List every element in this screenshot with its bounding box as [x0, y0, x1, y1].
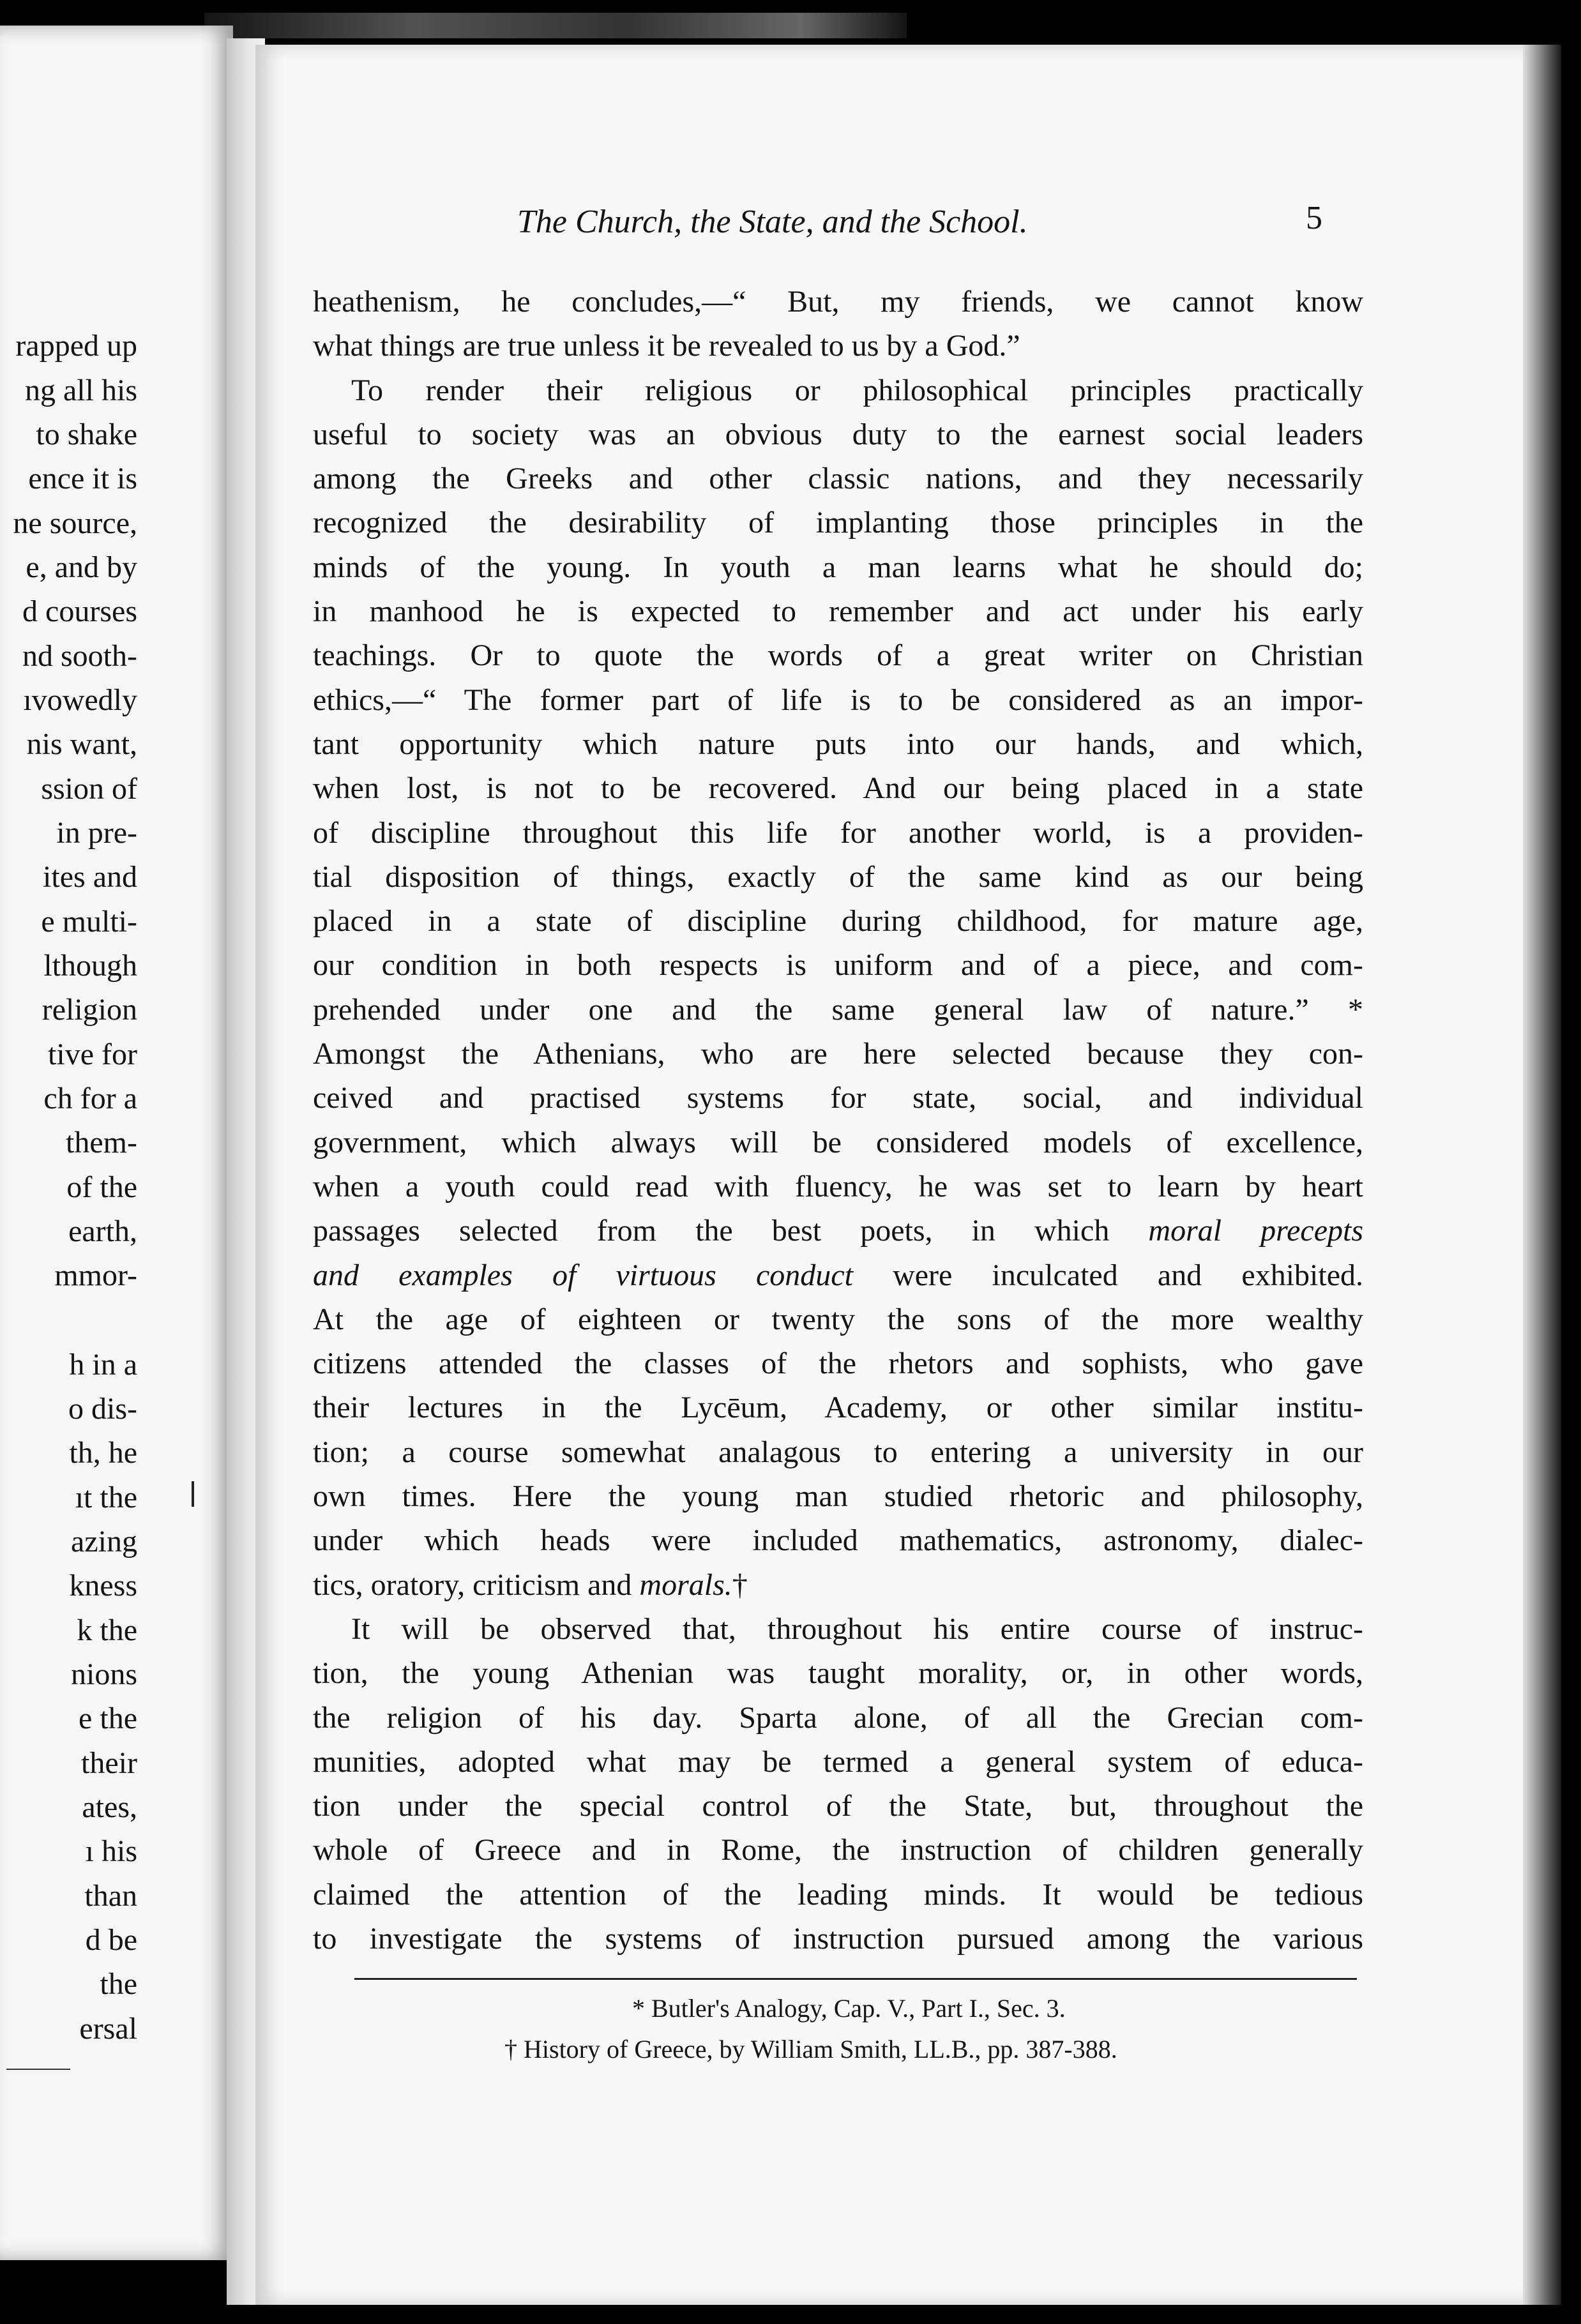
text-line [313, 1209, 1363, 1253]
left-fragment-line: ence it is [28, 462, 137, 495]
footnote-ref: † [732, 1567, 748, 1602]
left-fragment-line: nions [70, 1657, 137, 1691]
text-line: own times. Here the young man studied rhetoric and philosophy, [313, 1479, 1363, 1514]
left-fragment-line: d courses [22, 594, 137, 628]
text-line: teachings. Or to quote the words of a great writer on Christian [313, 638, 1363, 673]
running-head: The Church, the State, and the School. [517, 204, 1028, 240]
text-run: were inculcated and exhibited. [893, 1258, 1363, 1292]
text-run: passages selected from the best poets, in which [313, 1214, 1110, 1248]
left-fragment-line: ng all his [25, 374, 137, 407]
left-fragment-line: ıvowedly [23, 683, 137, 717]
text-line: minds of the young. In youth a man learns what he should do; [313, 550, 1363, 584]
left-fragment-line: ı his [85, 1834, 137, 1868]
text-line: munities, adopted what may be termed a general system of educa- [313, 1744, 1363, 1779]
left-fragment-line: e, and by [26, 550, 137, 584]
text-line: claimed the attention of the leading minds. It would be tedious [313, 1877, 1363, 1912]
text-line: of discipline throughout this life for another world, is a providen- [313, 815, 1363, 850]
text-line: citizens attended the classes of the rhetors and sophists, who gave [313, 1347, 1363, 1381]
left-fragment-line: nis want, [26, 727, 137, 761]
text-line: our condition in both respects is uniform and of a piece, and com- [313, 948, 1363, 983]
paragraph-first-line: To render their religious or philosophical principles practically [351, 373, 1363, 407]
left-fragment-line: their [81, 1746, 137, 1780]
text-line: their lectures in the Lycēum, Academy, or other similar institu- [313, 1391, 1363, 1425]
left-fragment-line: ıt the [75, 1481, 137, 1514]
italic-run: moral precepts [1148, 1214, 1364, 1248]
text-line: tion; a course somewhat analagous to entering a university in our [313, 1435, 1363, 1469]
text-line: in manhood he is expected to remember and act under his early [313, 594, 1363, 629]
text-line [313, 1253, 1363, 1297]
text-line [313, 1563, 1363, 1607]
scan-edge-top [204, 13, 907, 38]
left-fragment-line: lthough [43, 949, 137, 983]
text-line: government, which always will be considered models of excellence, [313, 1125, 1363, 1159]
text-line: tion under the special control of the State, but, throughout the [313, 1789, 1363, 1823]
text-line: recognized the desirability of implanting those principles in the [313, 506, 1363, 540]
text-line: ceived and practised systems for state, social, and individual [313, 1081, 1363, 1115]
left-fragment-line: ssion of [41, 772, 137, 806]
left-fragment-line: ates, [82, 1790, 137, 1824]
text-line: when lost, is not to be recovered. And our being placed in a state [313, 771, 1363, 806]
text-line: prehended under one and the same general law of nature.” * [313, 992, 1363, 1027]
footnote-1: * Butler's Analogy, Cap. V., Part I., Sec. 3. [632, 1994, 1066, 2023]
text-line: what things are true unless it be revealed to us by a God.” [313, 329, 1020, 363]
left-fragment-line: tive for [48, 1038, 137, 1071]
text-line: At the age of eighteen or twenty the sons of the more wealthy [313, 1302, 1363, 1336]
text-line: when a youth could read with fluency, he was set to learn by heart [313, 1169, 1363, 1204]
text-line: tial disposition of things, exactly of the same kind as our being [313, 859, 1363, 894]
body-text [313, 280, 1363, 1961]
text-line: under which heads were included mathematics, astronomy, dialec- [313, 1523, 1363, 1558]
left-fragment-line: th, he [69, 1436, 137, 1470]
text-line: Amongst the Athenians, who are here selected because they con- [313, 1037, 1363, 1071]
text-line: the religion of his day. Sparta alone, of all the Grecian com- [313, 1700, 1363, 1735]
left-fragment-line: rapped up [15, 329, 137, 363]
left-fragment-line: h in a [69, 1348, 137, 1382]
left-fragment-line: earth, [68, 1214, 137, 1248]
text-line: heathenism, he concludes,—“ But, my friends, we cannot know [313, 285, 1363, 319]
left-fragment-line: e the [79, 1701, 137, 1735]
left-fragment-line: to shake [36, 418, 137, 451]
left-fragment-line: mmor- [54, 1258, 137, 1292]
text-line: tant opportunity which nature puts into our hands, and which, [313, 727, 1363, 761]
left-fragment-line: e multi- [41, 905, 137, 939]
left-fragment-line: k the [77, 1613, 137, 1647]
text-line: whole of Greece and in Rome, the instruction of children generally [313, 1833, 1363, 1867]
footnote-2: † History of Greece, by William Smith, LL.B., pp. 387-388. [504, 2035, 1117, 2064]
page-edge-shadow [1523, 45, 1561, 2305]
left-fragment-line: ites and [43, 860, 137, 894]
text-line: useful to society was an obvious duty to the earnest social leaders [313, 417, 1363, 451]
page-number: 5 [1306, 200, 1322, 236]
left-fragment-line: in pre- [56, 816, 137, 850]
left-fragment-line: nd sooth- [22, 639, 137, 673]
left-fragment-line: than [84, 1879, 137, 1913]
text-line: among the Greeks and other classic nations, and they necessarily [313, 462, 1363, 496]
left-fragment-line: azing [71, 1525, 137, 1558]
left-fragment-line: ersal [79, 2012, 137, 2046]
footnote-rule [354, 1978, 1357, 1980]
left-fragment-line: ne source, [13, 506, 137, 540]
left-fragment-line: of the [66, 1170, 137, 1204]
left-fragment-rule [6, 2069, 70, 2070]
previous-page-fragment [0, 26, 233, 2260]
text-line: tion, the young Athenian was taught morality, or, in other words, [313, 1656, 1363, 1691]
left-fragment-line: religion [42, 993, 137, 1027]
left-fragment-line: kness [69, 1569, 137, 1603]
text-line: ethics,—“ The former part of life is to be considered as an impor- [313, 683, 1363, 717]
gutter-mark [192, 1481, 194, 1507]
italic-run: morals. [639, 1567, 732, 1602]
text-line: to investigate the systems of instruction pursued among the various [313, 1921, 1363, 1956]
italic-run: and examples of virtuous conduct [313, 1258, 853, 1292]
left-fragment-line: o dis- [68, 1392, 137, 1426]
left-fragment-line: them- [66, 1126, 137, 1159]
left-fragment-line: the [100, 1967, 137, 2001]
left-fragment-line: d be [85, 1923, 137, 1957]
text-run: tics, oratory, criticism and [313, 1567, 632, 1602]
paragraph-first-line: It will be observed that, throughout his entire course of instruc- [351, 1611, 1363, 1646]
left-fragment-line: ch for a [43, 1082, 137, 1115]
text-line: placed in a state of discipline during childhood, for mature age, [313, 904, 1363, 939]
